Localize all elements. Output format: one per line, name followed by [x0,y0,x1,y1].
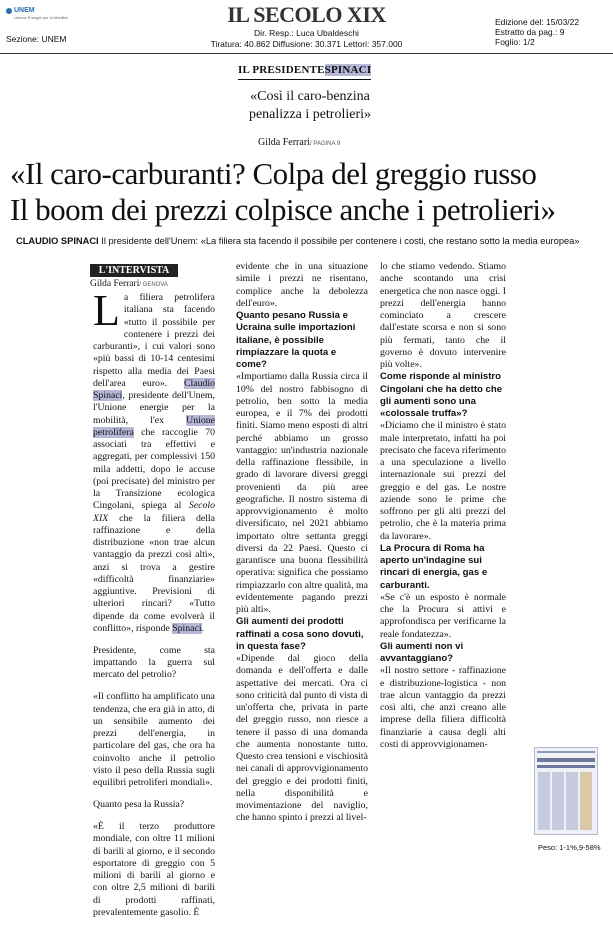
article-column-2 [236,261,368,825]
answer-1: «Il conflitto ha amplificato una tendenza, che era già in atto, di un sensibile aumento dei prezzi dell'energia, in particolare del gas, che ora ha coinvolto anche il petrolio visto il peso della Russia sugli equilibri petroliferi mondiali». [93,691,215,789]
subhead-text: Il presidente dell'Unem: «La filiera sta facendo il possibile per contenere i costi, che restano sotto la media europea» [101,236,580,246]
masthead-meta [180,28,433,50]
intro-text-4: che la filiera della raffinazione e della distribuzione «non trae alcun vantaggio da prezzi così alti», anzi si trova a gestire «difficoltà finanziarie» aggiuntive. Previsioni di ulteriori rincari? «Tutto dipende da come evolverà il conflitto», risponde [93,512,215,634]
question-7: Gli aumenti non vi avvantaggiano? [380,640,464,664]
kicker [238,64,371,76]
answer-7: «Il nostro settore - raffinazione e distribuzione-logistica - non trae alcun vantaggio da prezzi così alti, che anzi creano alle imprese della filiera difficoltà finanziarie a causa degli alti costi di approvvigionamen- [380,665,506,750]
answer-4-cont: lo che stiamo vedendo. Stiamo anche scontando una crisi energetica che non nasce oggi. I prezzi dell'energia hanno cominciato a crescere dall'estate scorsa e non si sono più fermati, tanto che il governo è dovuto intervenire più volte». [380,261,506,370]
header-divider [0,53,613,54]
intro-text-3: che raccoglie 70 associati tra effettivi e aggregati, per complessivi 150 mila addetti, dopo le accuse (poi precisate) del ministro per la Transizione ecologica Cingolani, spiega al [93,426,215,512]
highlight-name: Claudio Spinaci [93,377,216,401]
intro-text: a filiera petrolifera italiana sta facendo «tutto il possibile per contenere i prezzi dei carburanti», i cui valori sono «più bassi di 10-14 centesimi rispetto alla media dei Paesi dell'area euro». [93,292,215,389]
logo-text: UNEM [14,7,35,14]
question-5: Come risponde al ministro Cingolani che ha detto che gli aumenti sono una «colossale truffa»? [380,371,503,419]
answer-2-cont: evidente che in una situazione simile i prezzi ne risentano, complice anche la debolezza dell'euro». [236,261,368,309]
highlight-org: Unione petrolifera [93,414,215,438]
answer-6: «Se c'è un esposto è normale che la Procura si attivi e approfondisca per verificarne la reale fondatezza». [380,591,506,640]
teaser-author: Gilda Ferrari [258,137,310,148]
peso-label: Peso: 1-1%,9-58% [538,843,601,852]
subhead [16,236,611,246]
highlight-name-2: Spinaci [172,622,202,634]
kicker-highlight: SPINACI [324,64,372,76]
intro-text-5: . [201,622,205,634]
headline-line-1: «Il caro-carburanti? Colpa del greggio russo [10,156,537,191]
drop-cap: L [93,286,120,335]
circulation-stats: Tiratura: 40.862 Diffusione: 30.371 Lettori: 357.000 [210,39,403,49]
question-3: Quanto pesano Russia e Ucraina sulle importazioni italiane, è possibile rimpiazzare la quota e come? [236,310,356,370]
question-1: Presidente, come sta impattando la guerra sul mercato del petrolio? [93,644,215,681]
intro-italic: Secolo XIX [93,500,215,524]
newspaper-title: IL SECOLO XIX [227,2,386,27]
edition-date: Edizione del: 15/03/22 [495,17,580,27]
article-column-3 [380,261,506,751]
interview-author: Gilda Ferrari [90,279,140,289]
answer-5: «Diciamo che il ministro è stato male interpretato, infatti ha poi precisato che faceva riferimento a una speculazione a livello internazionale sui prezzi del greggio e del gas. Le nostre aziende sono le prime che soffrono per gli alti prezzi del petrolio, che è la materia prima da lavorare». [380,420,506,542]
answer-2: «È il terzo produttore mondiale, con oltre 11 milioni di barili al giorno, e il secondo esportatore di greggio con 5 milioni di barili al giorno e con oltre 2,5 milioni di barili di prodotti raffinati, prevalentemente gasolio. È [93,821,215,918]
section-label: Sezione: UNEM [6,34,67,44]
dir-resp: Dir. Resp.: Luca Ubaldeschi [254,28,359,38]
answer-3: «Importiamo dalla Russia circa il 10% del nostro fabbisogno di petrolio, ben sotto la media europea, e il 7% dei prodotti finiti. Siamo meno esposti di altri perché abbiamo un grosso vantaggio: un'industria nazionale della raffinazione flessibile, in grado di lavorare diversi greggi provenienti da più aree geografiche. Il nostro sistema di approvvigionamento è molto diversificato, nel 2021 abbiamo importato oltre settanta greggi diversi da 22 Paesi. Questo ci garantisce una buona flessibilità operativa: significa che possiamo rimpiazzarlo con altre qualità, ma evidentemente pagando prezzi più alti». [236,371,368,615]
answer-4: «Dipende dal gioco della domanda e dell'offerta e dalle aspettative dei mercati. Ora ci sono criticità dal punto di vista di un'offerta che, privata in parte del greggio russo, non riesce a tenere il passo di una domanda che aumenta nonostante tutto. Questo crea tensioni e vischiosità nei canali di approvvigionamento del greggio e dei prodotti finiti, nella disponibilità e movimentazione del naviglio, che hanno spinto i prezzi al livel- [236,653,368,824]
article-column-1 [93,286,216,929]
headline-line-2: Il boom dei prezzi colpisce anche i petrolieri» [10,192,556,227]
subhead-name: CLAUDIO SPINACI [16,236,99,246]
teaser-page-ref: / PAGINA 9 [309,141,341,147]
kicker-rule [238,79,371,80]
kicker-text: IL PRESIDENTE [238,64,325,76]
edition-sheet: Foglio: 1/2 [495,37,535,47]
question-6: La Procura di Roma ha aperto un'indagine sui rincari di energia, gas e carburanti. [380,542,488,591]
interview-label: L'INTERVISTA [90,264,178,277]
question-2: Quanto pesa la Russia? [93,799,185,811]
interview-place: / GENOVA [139,282,168,288]
headline [10,156,610,228]
intro-text-2: , presidente dell'Unem, l'Unione energie per la mobilità, l'ex [93,390,215,426]
question-4: Gli aumenti dei prodotti raffinati a cosa sono dovuti, in questa fase? [236,616,364,652]
teaser-quote: «Così il caro-benzina penalizza i petrolieri» [248,89,372,122]
teaser-byline [258,137,340,148]
edition-page: Estratto da pag.: 9 [495,27,565,37]
edition-info [495,17,595,47]
page-thumbnail [534,747,598,835]
logo-subtitle: Unione Energie per la Mobilità [14,15,68,20]
